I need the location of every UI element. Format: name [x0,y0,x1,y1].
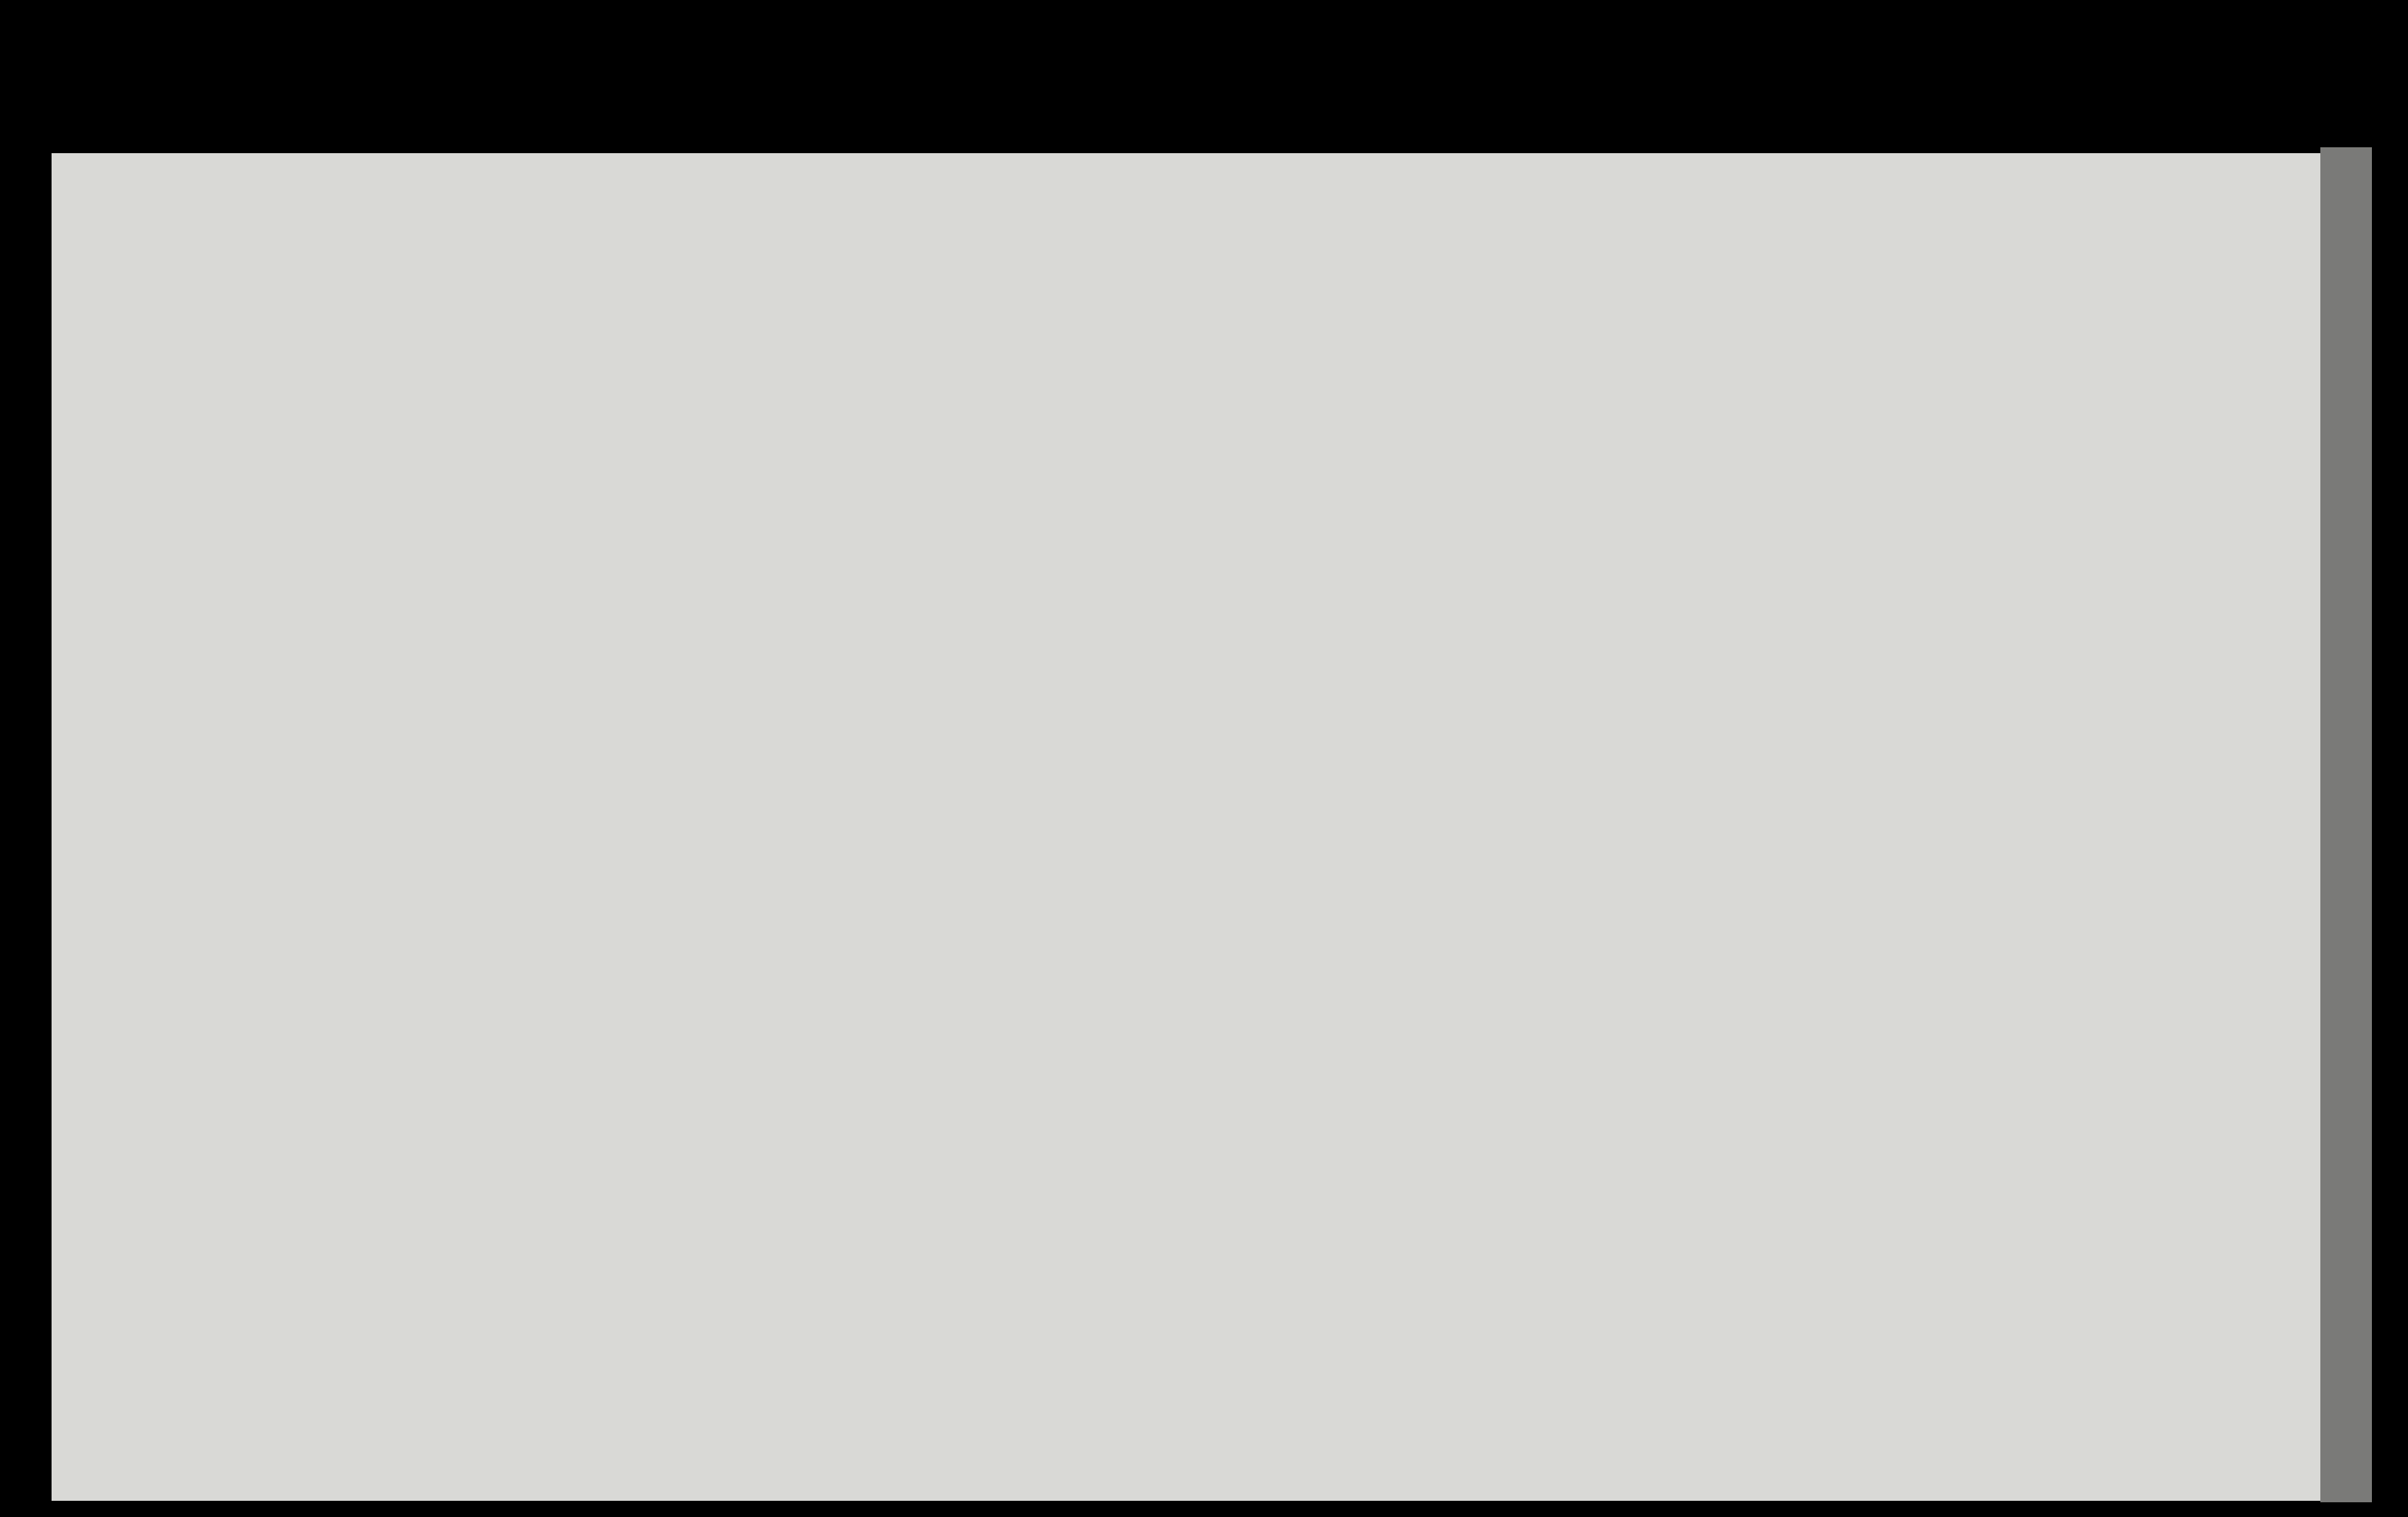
census-card [52,153,2365,1501]
page-edge [2320,147,2372,1502]
